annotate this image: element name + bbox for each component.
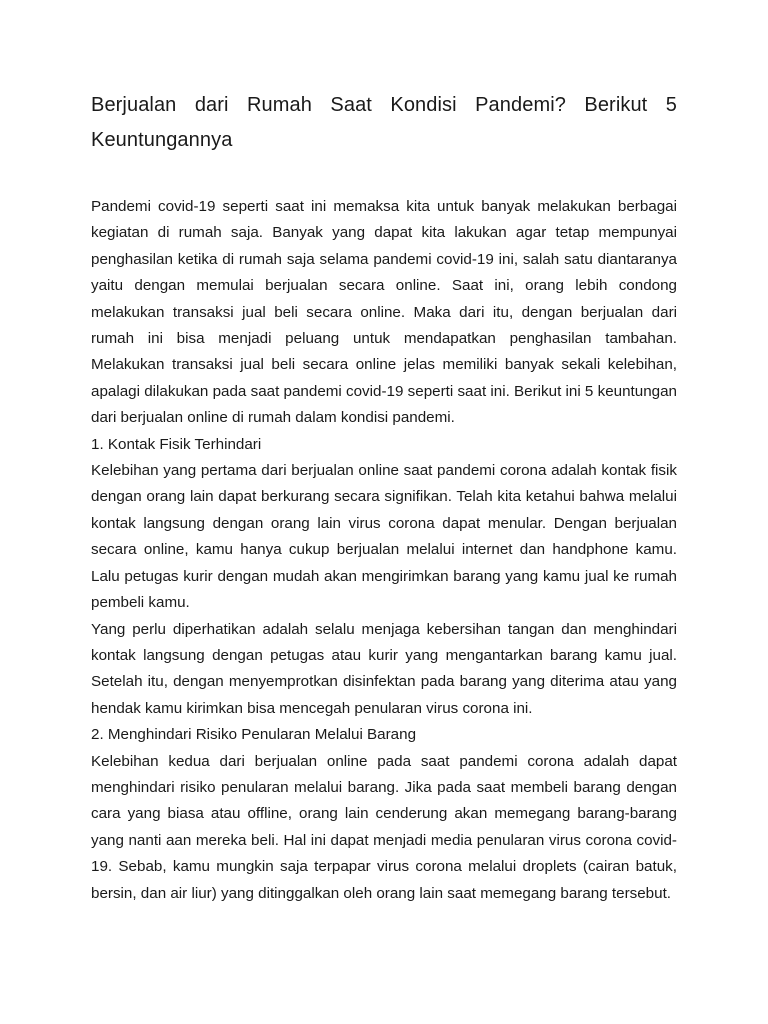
section-1-paragraph-2: Yang perlu diperhatikan adalah selalu menjaga kebersihan tangan dan menghindari kontak langsung dengan petugas atau kurir yang mengantarkan barang kamu jual. Setelah itu, dengan menyemprotkan disinfektan pada barang yang diterima atau yang hendak kamu kirimkan bisa mencegah penularan virus corona ini. (91, 620, 677, 717)
section-2-heading: 2. Menghindari Risiko Penularan Melalui Barang (91, 726, 417, 744)
document-title: Berjualan dari Rumah Saat Kondisi Pandemi? Berikut 5 Keuntungannya (91, 94, 677, 151)
intro-paragraph: Pandemi covid-19 seperti saat ini memaksa kita untuk banyak melakukan berbagai kegiatan di rumah saja. Banyak yang dapat kita lakukan agar tetap mempunyai penghasilan ketika di rumah saja selama pandemi covid-19 ini, salah satu diantaranya yaitu dengan memulai berjualan secara online. Saat ini, orang lebih condong melakukan transaksi jual beli secara online. Maka dari itu, dengan berjualan dari rumah ini bisa menjadi peluang untuk mendapatkan penghasilan tambahan. Melakukan transaksi jual beli secara online jelas memiliki banyak sekali kelebihan, apalagi dilakukan pada saat pandemi covid-19 seperti saat ini. Berikut ini 5 keuntungan dari berjualan online di rumah dalam kondisi pandemi. (91, 198, 677, 427)
section-1-heading: 1. Kontak Fisik Terhindari (91, 435, 262, 453)
section-2-paragraph-1: Kelebihan kedua dari berjualan online pada saat pandemi corona adalah dapat menghindari risiko penularan melalui barang. Jika pada saat membeli barang dengan cara yang biasa atau offline, orang lain cenderung akan memegang barang-barang yang nanti aan mereka beli. Hal ini dapat menjadi media penularan virus corona covid-19. Sebab, kamu mungkin saja terpapar virus corona melalui droplets (cairan batuk, bersin, dan air liur) yang ditinggalkan oleh orang lain saat memegang barang tersebut. (91, 752, 677, 902)
document-body (91, 194, 677, 907)
document-page (91, 88, 677, 907)
section-1-paragraph-1: Kelebihan yang pertama dari berjualan online saat pandemi corona adalah kontak fisik dengan orang lain dapat berkurang secara signifikan. Telah kita ketahui bahwa melalui kontak langsung dengan orang lain virus corona dapat menular. Dengan berjualan secara online, kamu hanya cukup berjualan melalui internet dan handphone kamu. Lalu petugas kurir dengan mudah akan mengirimkan barang yang kamu jual ke rumah pembeli kamu. (91, 462, 677, 612)
